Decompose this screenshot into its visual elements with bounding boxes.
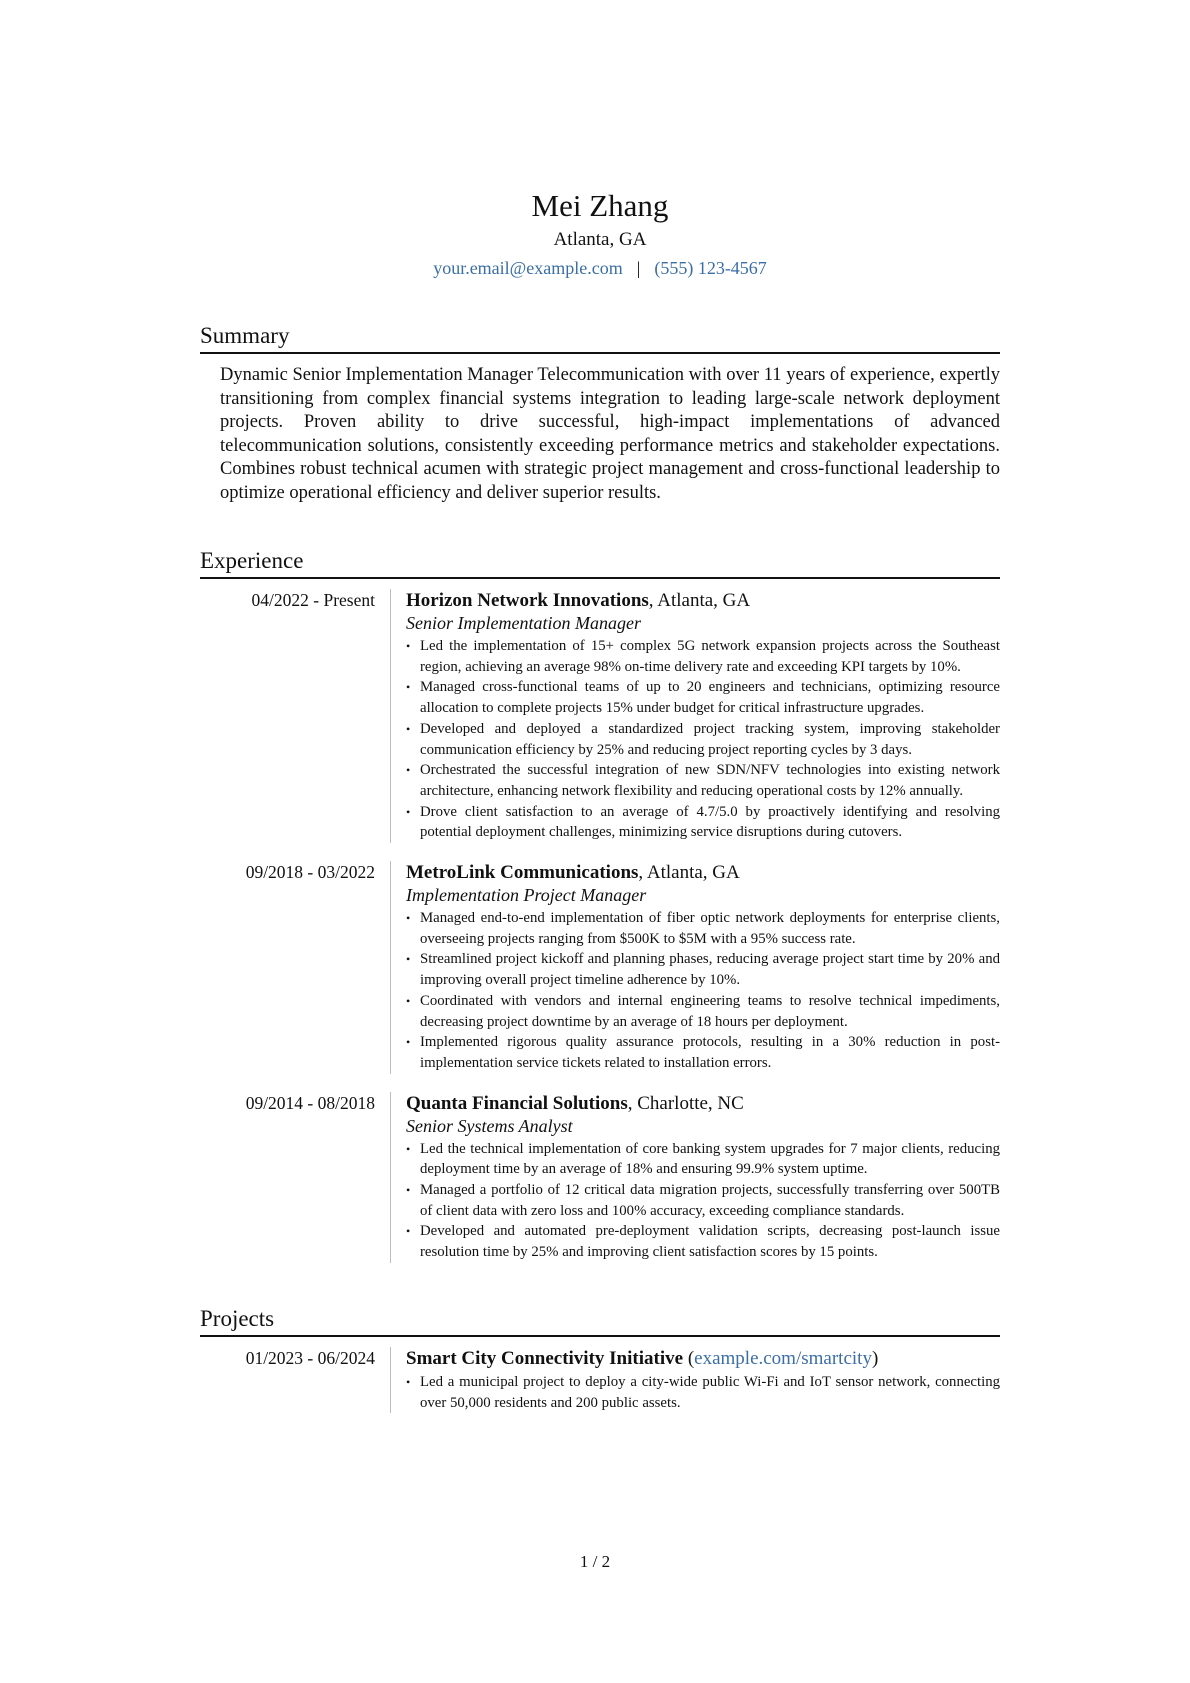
bullet-item: • Managed a portfolio of 12 critical data migration projects, successfully transferring over 500TB of client data with zero loss and 100% accuracy, exceeding compliance standards. bbox=[406, 1180, 1000, 1221]
project-entry bbox=[200, 1347, 1000, 1413]
bullet-list bbox=[406, 636, 1000, 843]
phone-link[interactable]: (555) 123-4567 bbox=[654, 258, 767, 278]
bullet-item: • Developed and deployed a standardized project tracking system, improving stakeholder communication efficiency by 25% and reducing project reporting cycles by 3 days. bbox=[406, 719, 1000, 760]
summary-section bbox=[200, 322, 1000, 505]
company-name: MetroLink Communications bbox=[406, 862, 639, 884]
entry-org bbox=[406, 589, 1000, 612]
candidate-name: Mei Zhang bbox=[531, 188, 669, 223]
project-name: Smart City Connectivity Initiative bbox=[406, 1347, 684, 1369]
link-paren-close: ) bbox=[871, 1347, 879, 1369]
candidate-location: Atlanta, GA bbox=[553, 229, 647, 250]
company-name: Horizon Network Innovations bbox=[406, 590, 649, 611]
contact-line bbox=[200, 256, 1000, 280]
experience-section bbox=[200, 547, 1000, 1263]
entry-body bbox=[390, 861, 1000, 1074]
company-location: , Atlanta, GA bbox=[648, 590, 751, 611]
entry-org bbox=[406, 1092, 1000, 1115]
project-title-line bbox=[406, 1347, 1000, 1370]
bullet-item: • Drove client satisfaction to an average of 4.7/5.0 by proactively identifying and resolving potential deployment challenges, minimizing service disruptions during cutovers. bbox=[406, 802, 1000, 843]
contact-separator: | bbox=[636, 258, 641, 278]
company-name: Quanta Financial Solutions bbox=[406, 1092, 628, 1114]
bullet-list bbox=[406, 1139, 1000, 1263]
bullet-item: • Led the implementation of 15+ complex 5G network expansion projects across the Southeast region, achieving an average 98% on-time delivery rate and exceeding KPI targets by 10%. bbox=[406, 636, 1000, 677]
experience-entry bbox=[200, 589, 1000, 843]
projects-heading: Projects bbox=[200, 1305, 1000, 1337]
bullet-item: • Managed end-to-end implementation of fiber optic network deployments for enterprise clients, overseeing projects ranging from $500K to $5M with a 95% success rate. bbox=[406, 908, 1000, 949]
entry-date: 01/2023 - 06/2024 bbox=[245, 1347, 375, 1368]
entry-date: 04/2022 - Present bbox=[251, 590, 375, 610]
bullet-item: • Orchestrated the successful integration of new SDN/NFV technologies into existing network architecture, enhancing network flexibility and reducing operational costs by 12% annually. bbox=[406, 760, 1000, 801]
entry-body bbox=[390, 1347, 1000, 1413]
email-link[interactable]: your.email@example.com bbox=[433, 258, 623, 278]
link-paren-open: ( bbox=[683, 1347, 695, 1369]
company-location: , Atlanta, GA bbox=[638, 862, 740, 884]
experience-entry bbox=[200, 1092, 1000, 1263]
summary-heading: Summary bbox=[200, 322, 1000, 354]
resume-page bbox=[200, 188, 1000, 1413]
bullet-item: • Led a municipal project to deploy a city-wide public Wi-Fi and IoT sensor network, connecting over 50,000 residents and 200 public assets. bbox=[406, 1372, 1000, 1413]
resume-header bbox=[200, 188, 1000, 280]
bullet-item: • Led the technical implementation of core banking system upgrades for 7 major clients, reducing deployment time by an average of 18% and ensuring 99.9% system uptime. bbox=[406, 1139, 1000, 1180]
experience-entry bbox=[200, 861, 1000, 1074]
company-location: , Charlotte, NC bbox=[627, 1092, 744, 1114]
entry-body bbox=[390, 589, 1000, 843]
projects-section bbox=[200, 1305, 1000, 1413]
bullet-item: • Streamlined project kickoff and planning phases, reducing average project start time by 20% and improving overall project timeline adherence by 10%. bbox=[406, 949, 1000, 990]
project-link[interactable]: example.com/smartcity bbox=[694, 1347, 872, 1369]
entry-date: 09/2018 - 03/2022 bbox=[245, 862, 375, 883]
job-title: Senior Systems Analyst bbox=[406, 1115, 573, 1136]
page-number: 1 / 2 bbox=[579, 1552, 611, 1571]
experience-heading: Experience bbox=[200, 547, 1000, 579]
job-title: Implementation Project Manager bbox=[406, 885, 647, 906]
entry-date: 09/2014 - 08/2018 bbox=[245, 1092, 375, 1113]
job-title: Senior Implementation Manager bbox=[406, 613, 641, 633]
bullet-item: • Developed and automated pre-deployment validation scripts, decreasing post-launch issue resolution time by 25% and improving client satisfaction scores by 15 points. bbox=[406, 1221, 1000, 1262]
bullet-list bbox=[406, 1372, 1000, 1413]
entry-org bbox=[406, 861, 1000, 884]
summary-text: Dynamic Senior Implementation Manager Telecommunication with over 11 years of experience, expertly transitioning from complex financial systems integration to leading large-scale network deployment projects. Proven ability to drive successful, high-impact implementations of advanced telecommunication solutions, consistently exceeding performance metrics and stakeholder expectations. Combines robust technical acumen with strategic project management and cross-functional leadership to optimize operational efficiency and deliver superior results. bbox=[220, 365, 1000, 503]
bullet-item: • Coordinated with vendors and internal engineering teams to resolve technical impediments, decreasing project downtime by an average of 18 hours per deployment. bbox=[406, 991, 1000, 1032]
bullet-list bbox=[406, 908, 1000, 1074]
bullet-item: • Implemented rigorous quality assurance protocols, resulting in a 30% reduction in post-implementation service tickets related to installation errors. bbox=[406, 1032, 1000, 1073]
entry-body bbox=[390, 1092, 1000, 1263]
bullet-item: • Managed cross-functional teams of up to 20 engineers and technicians, optimizing resource allocation to complete projects 15% under budget for critical infrastructure upgrades. bbox=[406, 677, 1000, 718]
